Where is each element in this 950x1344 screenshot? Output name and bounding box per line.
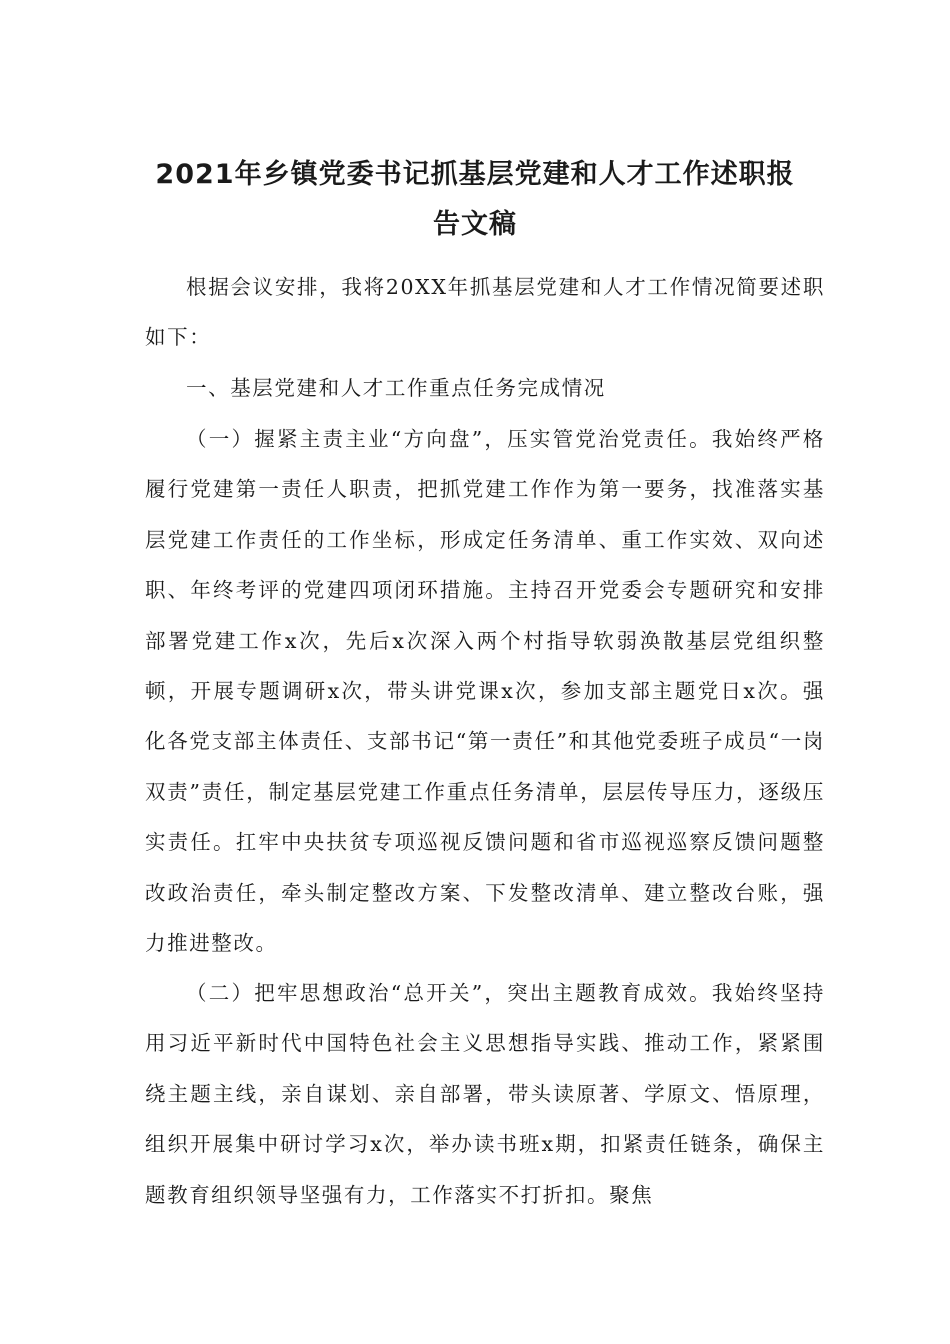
section-heading: 一、基层党建和人才工作重点任务完成情况: [186, 376, 606, 400]
intro-paragraph: 根据会议安排，我将20XX年抓基层党建和人才工作情况简要述职如下：: [145, 275, 825, 350]
document-title-line1: 2021年乡镇党委书记抓基层党建和人才工作述职报: [155, 159, 795, 190]
document-title-line2: 告文稿: [433, 209, 517, 240]
body-paragraph-2: （二）把牢思想政治“总开关”，突出主题教育成效。我始终坚持用习近平新时代中国特色社会主义思想指导实践、推动工作，紧紧围绕主题主线，亲自谋划、亲自部署，带头读原著、学原文、悟原理，组织开展集中研讨学习x次，举办读书班x期，扣紧责任链条，确保主题教育组织领导坚强有力，工作落实不打折扣。聚焦: [145, 981, 825, 1207]
body-paragraph-1: （一）握紧主责主业“方向盘”，压实管党治党责任。我始终严格履行党建第一责任人职责，把抓党建工作作为第一要务，找准落实基层党建工作责任的工作坐标，形成定任务清单、重工作实效、双向述职、年终考评的党建四项闭环措施。主持召开党委会专题研究和安排部署党建工作x次，先后x次深入两个村指导软弱涣散基层党组织整顿，开展专题调研x次，带头讲党课x次，参加支部主题党日x次。强化各党支部主体责任、支部书记“第一责任”和其他党委班子成员“一岗双责”责任，制定基层党建工作重点任务清单，层层传导压力，逐级压实责任。扛牢中央扶贫专项巡视反馈问题和省市巡视巡察反馈问题整改政治责任，牵头制定整改方案、下发整改清单、建立整改台账，强力推进整改。: [145, 427, 825, 956]
